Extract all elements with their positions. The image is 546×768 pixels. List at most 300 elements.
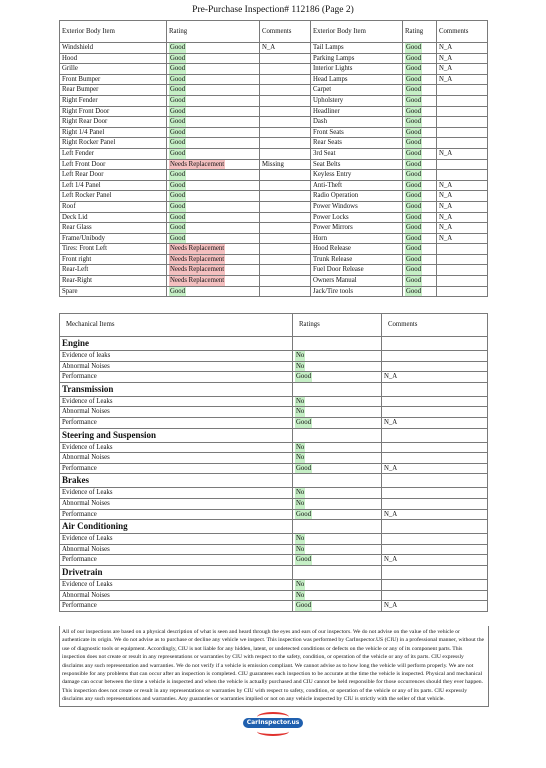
exterior-row — [60, 159, 488, 170]
exterior-item: Left Front Door — [60, 159, 167, 170]
exterior-rating-cell — [167, 254, 260, 265]
exterior-item: Right Rear Door — [60, 117, 167, 128]
exterior-row — [60, 138, 488, 149]
exterior-rating-2-cell — [403, 138, 437, 149]
mechanical-item: Performance — [60, 509, 293, 520]
mechanical-rating-cell — [293, 351, 382, 362]
exterior-comment-2: N_A — [437, 180, 488, 191]
mechanical-section-spacer — [382, 428, 488, 442]
exterior-rating-2: Good — [406, 65, 422, 73]
exterior-comment — [260, 53, 311, 64]
mechanical-rating-cell — [293, 396, 382, 407]
mechanical-row — [60, 453, 488, 464]
exterior-comment-2 — [437, 138, 488, 149]
exterior-header-0: Exterior Body Item — [60, 21, 167, 43]
mechanical-rating-cell — [293, 534, 382, 545]
mechanical-item: Abnormal Noises — [60, 453, 293, 464]
exterior-rating: Good — [170, 287, 186, 295]
exterior-item: Left Rear Door — [60, 170, 167, 181]
mechanical-rating: No — [296, 535, 305, 543]
mechanical-rating: Good — [296, 418, 312, 426]
disclaimer-text: All of our inspections are based on a physical description of what is seen and heard through the eyes and ears of our inspectors. We do not advise on the value of the vehicle or authenticate its origin. We do not advise as to purchase or decline any vehicle we inspect. This inspection was performed by CarInspector.US (CIU) in a professional manner, without the use of diagnostic tools or equipment. Accordingly, CIU is not liable for any hidden, latent, or undetected conditions or defects on the vehicle or any of its component parts. This inspection does not create or result in any representations or warranties by CIU with respect to the safety, condition, or operation of the vehicle or any of its parts. CIU expressly disclaims any such representation and warranties. We do not verify if a vehicle is emission compliant. We cannot advise as to how long the vehicle will perform properly. We are not responsible for any problems that can occur after an inspection is completed. CIU guarantees each inspection to be accurate at the time the vehicle is inspected. Physical and mechanical damage can occur between the time a vehicle is inspected and when the vehicle is actually purchased and CIU cannot be held responsible for those occurrences should they ever happen. This inspection does not create or result in any representations or warranties by CIU with respect to safety, condition, or operation of the vehicle or any of its parts. CIU expressly disclaims any such representations and warranties. Any guaranties or warranties implied or not on any vehicle inspected by CIU is strictly with the seller of that vehicle. — [59, 626, 489, 707]
exterior-rating-2-cell — [403, 276, 437, 287]
exterior-rating-2-cell — [403, 265, 437, 276]
exterior-rating-2-cell — [403, 43, 437, 54]
exterior-comment-2 — [437, 254, 488, 265]
exterior-rating-cell — [167, 276, 260, 287]
exterior-rating-2: Good — [406, 224, 422, 232]
exterior-rating: Good — [170, 224, 186, 232]
exterior-comment-2 — [437, 117, 488, 128]
exterior-item-2: Carpet — [311, 85, 403, 96]
exterior-row — [60, 64, 488, 75]
exterior-row — [60, 53, 488, 64]
exterior-rating: Good — [170, 75, 186, 83]
exterior-rating-cell — [167, 233, 260, 244]
mechanical-comment: N_A — [382, 463, 488, 474]
exterior-header-row — [60, 21, 488, 43]
mechanical-row — [60, 351, 488, 362]
exterior-item: Frame/Unibody — [60, 233, 167, 244]
mechanical-item: Abnormal Noises — [60, 498, 293, 509]
mechanical-section-title: Transmission — [60, 382, 293, 396]
exterior-item: Rear-Right — [60, 276, 167, 287]
mechanical-item: Abnormal Noises — [60, 544, 293, 555]
exterior-comment — [260, 85, 311, 96]
mechanical-rating-cell — [293, 544, 382, 555]
mechanical-row — [60, 601, 488, 612]
exterior-rating-cell — [167, 244, 260, 255]
exterior-row — [60, 286, 488, 297]
mechanical-row — [60, 361, 488, 372]
exterior-rating-2: Good — [406, 287, 422, 295]
exterior-comment — [260, 64, 311, 75]
mechanical-section-spacer — [382, 474, 488, 488]
carinspector-logo — [243, 710, 303, 736]
mechanical-row — [60, 372, 488, 383]
exterior-item-2: Horn — [311, 233, 403, 244]
exterior-rating-2-cell — [403, 53, 437, 64]
exterior-row — [60, 127, 488, 138]
exterior-rating-2-cell — [403, 117, 437, 128]
mechanical-section-spacer — [382, 382, 488, 396]
exterior-comment — [260, 265, 311, 276]
mechanical-section-row — [60, 565, 488, 579]
mechanical-items-table — [59, 313, 488, 612]
exterior-item: Right 1/4 Panel — [60, 127, 167, 138]
exterior-rating-2-cell — [403, 170, 437, 181]
mechanical-comment — [382, 453, 488, 464]
mechanical-rating: No — [296, 591, 305, 599]
exterior-comment: Missing — [260, 159, 311, 170]
mechanical-comment — [382, 442, 488, 453]
exterior-item: Hood — [60, 53, 167, 64]
exterior-rating-2: Good — [406, 266, 422, 274]
mechanical-comment — [382, 590, 488, 601]
exterior-item-2: Parking Lamps — [311, 53, 403, 64]
exterior-row — [60, 106, 488, 117]
exterior-rating: Needs Replacement — [170, 255, 225, 263]
exterior-comment-2: N_A — [437, 212, 488, 223]
exterior-rating-cell — [167, 180, 260, 191]
exterior-item-2: Rear Seats — [311, 138, 403, 149]
exterior-item-2: Owners Manual — [311, 276, 403, 287]
exterior-rating-2-cell — [403, 223, 437, 234]
exterior-rating-cell — [167, 127, 260, 138]
mechanical-row — [60, 463, 488, 474]
exterior-rating-2: Good — [406, 44, 422, 51]
exterior-rating: Good — [170, 181, 186, 189]
exterior-rating-2: Good — [406, 277, 422, 285]
exterior-row — [60, 212, 488, 223]
mechanical-rating-cell — [293, 361, 382, 372]
mechanical-section-spacer — [382, 565, 488, 579]
exterior-rating-cell — [167, 286, 260, 297]
mechanical-comment: N_A — [382, 601, 488, 612]
mechanical-rating-cell — [293, 407, 382, 418]
exterior-header-2: Comments — [260, 21, 311, 43]
exterior-rating: Good — [170, 96, 186, 104]
exterior-rating: Needs Replacement — [170, 160, 225, 168]
mechanical-item: Performance — [60, 372, 293, 383]
mechanical-rating-cell — [293, 442, 382, 453]
exterior-rating-2-cell — [403, 95, 437, 106]
exterior-item: Spare — [60, 286, 167, 297]
mechanical-rating: Good — [296, 556, 312, 564]
exterior-comment — [260, 244, 311, 255]
exterior-comment — [260, 138, 311, 149]
mechanical-comment — [382, 407, 488, 418]
exterior-item: Front Bumper — [60, 74, 167, 85]
exterior-comment: N_A — [260, 43, 311, 54]
exterior-row — [60, 191, 488, 202]
mechanical-item: Performance — [60, 463, 293, 474]
mechanical-section-row — [60, 428, 488, 442]
exterior-row — [60, 254, 488, 265]
exterior-comment-2 — [437, 286, 488, 297]
exterior-rating: Good — [170, 234, 186, 242]
exterior-comment — [260, 223, 311, 234]
mechanical-section-title: Brakes — [60, 474, 293, 488]
exterior-comment — [260, 201, 311, 212]
exterior-rating-2: Good — [406, 181, 422, 189]
mechanical-comment — [382, 534, 488, 545]
mechanical-row — [60, 407, 488, 418]
exterior-item-2: Seat Belts — [311, 159, 403, 170]
exterior-rating-2-cell — [403, 212, 437, 223]
exterior-rating-cell — [167, 117, 260, 128]
mechanical-comment — [382, 361, 488, 372]
exterior-item-2: 3rd Seat — [311, 148, 403, 159]
exterior-item: Right Fender — [60, 95, 167, 106]
exterior-comment — [260, 74, 311, 85]
exterior-rating-cell — [167, 43, 260, 54]
mechanical-comment — [382, 396, 488, 407]
exterior-item-2: Power Locks — [311, 212, 403, 223]
mechanical-rating-cell — [293, 453, 382, 464]
mechanical-row — [60, 534, 488, 545]
exterior-item-2: Head Lamps — [311, 74, 403, 85]
exterior-comment — [260, 170, 311, 181]
exterior-item-2: Hood Release — [311, 244, 403, 255]
mechanical-header-2: Comments — [382, 314, 488, 337]
mechanical-section-row — [60, 474, 488, 488]
mechanical-rating: No — [296, 352, 305, 359]
exterior-item: Right Rocker Panel — [60, 138, 167, 149]
exterior-rating-cell — [167, 170, 260, 181]
exterior-rating-2-cell — [403, 74, 437, 85]
logo-swoosh-bottom — [257, 727, 289, 736]
mechanical-header-row — [60, 314, 488, 337]
mechanical-rating-cell — [293, 498, 382, 509]
mechanical-section-title: Air Conditioning — [60, 520, 293, 534]
exterior-item-2: Power Mirrors — [311, 223, 403, 234]
mechanical-item: Performance — [60, 417, 293, 428]
exterior-comment-2 — [437, 265, 488, 276]
exterior-item: Left Fender — [60, 148, 167, 159]
mechanical-item: Evidence of Leaks — [60, 579, 293, 590]
exterior-item: Rear-Left — [60, 265, 167, 276]
exterior-item: Left Rocker Panel — [60, 191, 167, 202]
exterior-row — [60, 233, 488, 244]
exterior-comment — [260, 254, 311, 265]
exterior-row — [60, 276, 488, 287]
mechanical-comment — [382, 351, 488, 362]
mechanical-section-row — [60, 337, 488, 351]
exterior-item-2: Dash — [311, 117, 403, 128]
exterior-rating-cell — [167, 191, 260, 202]
mechanical-section-row — [60, 520, 488, 534]
mechanical-comment: N_A — [382, 555, 488, 566]
mechanical-comment — [382, 544, 488, 555]
exterior-rating-2-cell — [403, 233, 437, 244]
exterior-comment-2: N_A — [437, 191, 488, 202]
mechanical-header-1: Ratings — [293, 314, 382, 337]
mechanical-row — [60, 509, 488, 520]
mechanical-comment: N_A — [382, 417, 488, 428]
exterior-rating: Good — [170, 139, 186, 147]
exterior-comment-2: N_A — [437, 233, 488, 244]
mechanical-rating: No — [296, 397, 305, 405]
mechanical-rating-cell — [293, 579, 382, 590]
mechanical-rating-cell — [293, 417, 382, 428]
exterior-rating-2: Good — [406, 139, 422, 147]
exterior-rating-2: Good — [406, 171, 422, 179]
exterior-item-2: Fuel Door Release — [311, 265, 403, 276]
exterior-rating-2-cell — [403, 85, 437, 96]
mechanical-rating-cell — [293, 488, 382, 499]
mechanical-comment — [382, 488, 488, 499]
mechanical-section-spacer — [293, 520, 382, 534]
exterior-rating-cell — [167, 64, 260, 75]
exterior-comment-2: N_A — [437, 64, 488, 75]
mechanical-header-0: Mechanical Items — [60, 314, 293, 337]
mechanical-item: Evidence of Leaks — [60, 442, 293, 453]
exterior-comment — [260, 95, 311, 106]
exterior-item-2: Interior Lights — [311, 64, 403, 75]
exterior-item: Tires: Front Left — [60, 244, 167, 255]
exterior-rating-cell — [167, 95, 260, 106]
exterior-rating-cell — [167, 138, 260, 149]
exterior-comment — [260, 286, 311, 297]
exterior-header-4: Rating — [403, 21, 437, 43]
exterior-rating-cell — [167, 106, 260, 117]
mechanical-row — [60, 396, 488, 407]
exterior-rating: Good — [170, 86, 186, 94]
exterior-rating: Good — [170, 128, 186, 136]
exterior-item-2: Trunk Release — [311, 254, 403, 265]
exterior-item: Left 1/4 Panel — [60, 180, 167, 191]
exterior-rating-2: Good — [406, 118, 422, 126]
exterior-rating-2: Good — [406, 255, 422, 263]
mechanical-item: Evidence of Leaks — [60, 488, 293, 499]
exterior-comment — [260, 148, 311, 159]
mechanical-rating-cell — [293, 601, 382, 612]
mechanical-rating: No — [296, 408, 305, 416]
exterior-rating-2-cell — [403, 159, 437, 170]
exterior-row — [60, 85, 488, 96]
exterior-rating-2-cell — [403, 244, 437, 255]
exterior-rating-2: Good — [406, 54, 422, 62]
exterior-header-3: Exterior Body Item — [311, 21, 403, 43]
exterior-rating-2: Good — [406, 107, 422, 115]
mechanical-item: Abnormal Noises — [60, 407, 293, 418]
mechanical-row — [60, 555, 488, 566]
exterior-header-5: Comments — [437, 21, 488, 43]
exterior-comment — [260, 276, 311, 287]
mechanical-section-title: Drivetrain — [60, 565, 293, 579]
exterior-rating-2: Good — [406, 192, 422, 200]
exterior-row — [60, 95, 488, 106]
exterior-item-2: Jack/Tire tools — [311, 286, 403, 297]
exterior-comment — [260, 233, 311, 244]
exterior-rating-2-cell — [403, 180, 437, 191]
mechanical-row — [60, 442, 488, 453]
mechanical-row — [60, 544, 488, 555]
exterior-comment-2 — [437, 85, 488, 96]
mechanical-item: Evidence of Leaks — [60, 534, 293, 545]
exterior-rating-2: Good — [406, 149, 422, 157]
exterior-rating: Good — [170, 171, 186, 179]
exterior-rating-cell — [167, 265, 260, 276]
exterior-rating-2-cell — [403, 64, 437, 75]
exterior-comment — [260, 127, 311, 138]
exterior-rating-2: Good — [406, 213, 422, 221]
exterior-rating: Needs Replacement — [170, 245, 225, 253]
exterior-row — [60, 265, 488, 276]
mechanical-item: Abnormal Noises — [60, 590, 293, 601]
exterior-rating-2-cell — [403, 127, 437, 138]
exterior-rating-cell — [167, 212, 260, 223]
mechanical-rating-cell — [293, 509, 382, 520]
exterior-rating-2-cell — [403, 286, 437, 297]
exterior-comment-2 — [437, 159, 488, 170]
exterior-row — [60, 180, 488, 191]
exterior-item-2: Keyless Entry — [311, 170, 403, 181]
exterior-item: Rear Bumper — [60, 85, 167, 96]
exterior-rating: Good — [170, 149, 186, 157]
exterior-item: Rear Glass — [60, 223, 167, 234]
mechanical-section-spacer — [293, 428, 382, 442]
mechanical-rating-cell — [293, 555, 382, 566]
mechanical-rating: Good — [296, 602, 312, 610]
mechanical-row — [60, 590, 488, 601]
exterior-rating-cell — [167, 159, 260, 170]
exterior-comment — [260, 117, 311, 128]
exterior-rating-cell — [167, 148, 260, 159]
mechanical-rating-cell — [293, 463, 382, 474]
exterior-comment-2 — [437, 127, 488, 138]
exterior-rating-cell — [167, 53, 260, 64]
mechanical-row — [60, 498, 488, 509]
exterior-row — [60, 223, 488, 234]
exterior-item: Deck Lid — [60, 212, 167, 223]
exterior-rating: Needs Replacement — [170, 277, 225, 285]
exterior-rating-2-cell — [403, 191, 437, 202]
mechanical-rating: No — [296, 443, 305, 451]
exterior-rating: Good — [170, 192, 186, 200]
exterior-comment — [260, 212, 311, 223]
exterior-comment-2: N_A — [437, 223, 488, 234]
exterior-rating-2-cell — [403, 106, 437, 117]
mechanical-section-spacer — [293, 337, 382, 351]
mechanical-section-title: Engine — [60, 337, 293, 351]
exterior-comment — [260, 106, 311, 117]
mechanical-comment — [382, 498, 488, 509]
exterior-row — [60, 244, 488, 255]
exterior-rating-2: Good — [406, 86, 422, 94]
exterior-rating-2: Good — [406, 96, 422, 104]
exterior-row — [60, 43, 488, 54]
mechanical-rating: Good — [296, 373, 312, 381]
exterior-comment — [260, 180, 311, 191]
mechanical-rating: No — [296, 489, 305, 497]
logo-text: CarInspector.us — [243, 718, 303, 728]
exterior-comment-2: N_A — [437, 74, 488, 85]
mechanical-rating: No — [296, 454, 305, 462]
mechanical-comment: N_A — [382, 509, 488, 520]
exterior-comment-2: N_A — [437, 201, 488, 212]
mechanical-rating: No — [296, 499, 305, 507]
exterior-row — [60, 117, 488, 128]
exterior-item-2: Power Windows — [311, 201, 403, 212]
exterior-comment-2 — [437, 276, 488, 287]
exterior-comment-2: N_A — [437, 43, 488, 54]
mechanical-section-spacer — [293, 474, 382, 488]
exterior-comment-2 — [437, 170, 488, 181]
exterior-item-2: Headliner — [311, 106, 403, 117]
mechanical-item: Evidence of leaks — [60, 351, 293, 362]
exterior-rating-2-cell — [403, 148, 437, 159]
exterior-comment-2 — [437, 106, 488, 117]
exterior-comment — [260, 191, 311, 202]
mechanical-rating: No — [296, 362, 305, 370]
mechanical-section-spacer — [382, 520, 488, 534]
exterior-item: Right Front Door — [60, 106, 167, 117]
mechanical-section-row — [60, 382, 488, 396]
exterior-rating: Good — [170, 54, 186, 62]
exterior-item-2: Upholstery — [311, 95, 403, 106]
mechanical-item: Performance — [60, 601, 293, 612]
mechanical-row — [60, 488, 488, 499]
exterior-item-2: Radio Operation — [311, 191, 403, 202]
page-title: Pre-Purchase Inspection# 112186 (Page 2) — [192, 5, 354, 15]
exterior-item-2: Anti-Theft — [311, 180, 403, 191]
mechanical-section-spacer — [382, 337, 488, 351]
exterior-rating-cell — [167, 85, 260, 96]
exterior-rating: Good — [170, 65, 186, 73]
exterior-rating-2: Good — [406, 128, 422, 136]
